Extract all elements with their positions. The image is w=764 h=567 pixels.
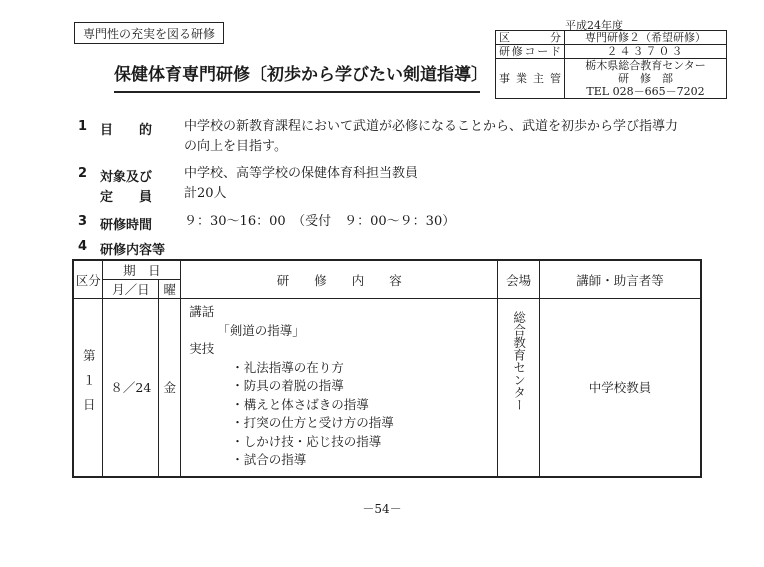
row-date: ８／24 (103, 299, 159, 477)
section-2-line-1: 中学校、高等学校の保健体育科担当教員 (184, 166, 419, 181)
content-line: ・試合の指導 (231, 452, 307, 467)
section-1-text (184, 117, 704, 157)
info-key-kubun: 区 分 (496, 31, 565, 45)
section-2-label-2: 定 員 (100, 190, 153, 205)
content-line: ・礼法指導の在り方 (231, 359, 344, 375)
table-row (73, 299, 701, 477)
organizer-line-2: 研 修 部 (618, 72, 673, 85)
section-3-number: 3 (78, 214, 88, 229)
row-venue-cell (498, 299, 540, 477)
row-kubun: 第１日 (81, 349, 97, 423)
header-date: 月／日 (103, 280, 159, 299)
info-key-code: 研修コード (496, 45, 565, 59)
section-2-number: 2 (78, 166, 88, 181)
section-1-number: 1 (78, 119, 88, 134)
row-youbi: 金 (159, 299, 181, 477)
row-instructor: 中学校教員 (540, 299, 701, 477)
row-venue: 総合教育センター (511, 311, 527, 411)
header-kijitsu: 期 日 (103, 260, 181, 280)
content-line: ・構えと体さばきの指導 (231, 396, 369, 412)
section-2-line-2: 計20人 (184, 186, 227, 201)
organizer-line-1: 栃木県総合教育センター (585, 59, 706, 72)
row-kubun-cell (73, 299, 103, 477)
header-youbi: 曜 (159, 280, 181, 299)
page-number: －54－ (362, 502, 402, 516)
schedule-table (72, 259, 702, 478)
info-value-code: ２４３７０３ (565, 45, 727, 59)
info-value-kubun: 専門研修２（希望研修） (565, 31, 727, 45)
content-line: ・しかけ技・応じ技の指導 (231, 433, 382, 449)
fiscal-year: 平成24年度 (565, 19, 623, 32)
section-4-number: 4 (78, 239, 88, 254)
header-venue: 会場 (498, 260, 540, 299)
content-line: 実技 (189, 341, 215, 356)
category-tag: 専門性の充実を図る研修 (74, 22, 224, 44)
row-content (181, 299, 498, 477)
header-instructor: 講師・助言者等 (540, 260, 701, 299)
section-4-label: 研修内容等 (100, 243, 166, 258)
page-title: 保健体育専門研修〔初歩から学びたい剣道指導〕 (114, 63, 480, 93)
content-line: ・打突の仕方と受け方の指導 (231, 415, 394, 430)
section-1-label: 目 的 (100, 123, 153, 138)
content-line: ・防具の着脱の指導 (231, 378, 344, 393)
info-key-organizer: 事業主管 (496, 59, 565, 99)
section-3-text: ９：30～16：00 （受付 ９：00～９：30） (184, 214, 456, 229)
info-value-organizer (565, 59, 727, 99)
purpose-line-1: 中学校の新教育課程において武道が必修になることから、武道を初歩から学び指導力 (184, 119, 679, 134)
info-table (495, 30, 727, 99)
section-3-label: 研修時間 (100, 218, 153, 233)
content-lines (189, 303, 489, 470)
content-line: 講話 (189, 304, 215, 319)
organizer-line-3: TEL 028－665－7202 (586, 85, 705, 98)
content-line: 「剣道の指導」 (217, 322, 305, 338)
purpose-line-2: の向上を目指す。 (184, 139, 287, 154)
header-kubun: 区分 (73, 260, 103, 299)
section-2-label-1: 対象及び (100, 170, 153, 185)
header-content: 研 修 内 容 (181, 260, 498, 299)
